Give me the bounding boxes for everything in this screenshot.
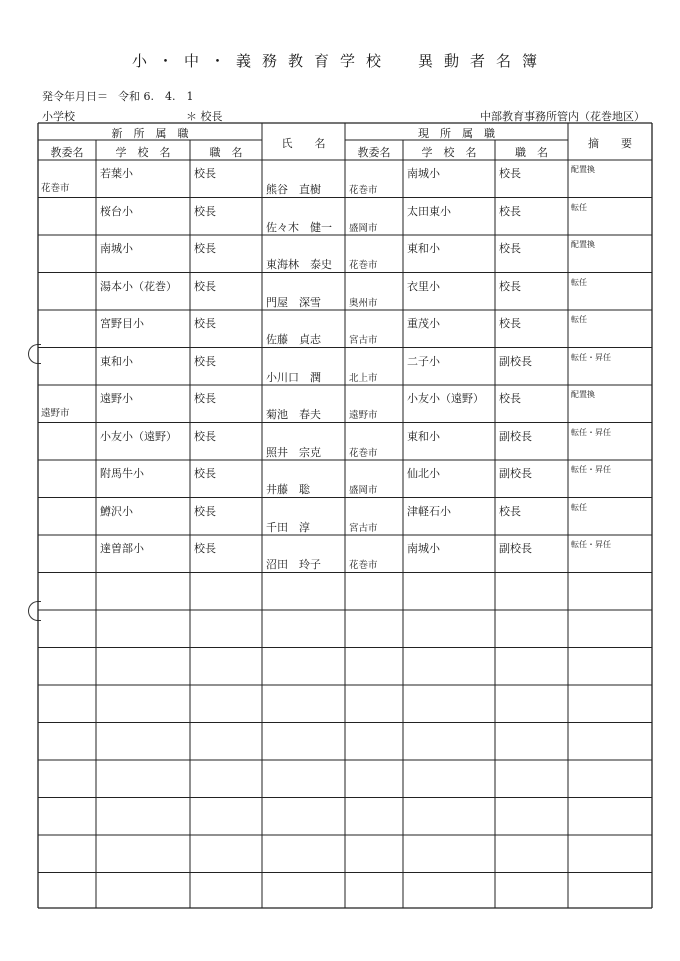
issue-date: 令和 6. 4. 1 [118,90,194,103]
new-position-cell: 校長 [194,317,216,330]
current-position-cell: 副校長 [499,354,532,368]
remarks-cell: 配置換 [571,390,595,399]
current-school-cell: 東和小 [407,242,440,255]
current-board-cell: 奥州市 [349,297,378,309]
current-position-cell: 校長 [499,317,521,330]
current-school-cell: 津軽石小 [407,504,451,518]
new-school-cell: 南城小 [100,242,133,255]
current-board-cell: 盛岡市 [349,485,378,496]
header-current-post: 現 所 属 職 [418,127,495,140]
remarks-cell: 転任・昇任 [571,352,611,362]
document-title: 小・中・義務教育学校 異動者名簿 [131,52,548,70]
new-school-cell: 東和小 [100,354,133,368]
current-school-cell: 二子小 [407,354,440,368]
current-position-cell: 副校長 [499,542,532,555]
name-cell: 菊池 春夫 [266,408,321,421]
current-board-cell: 花巻市 [349,260,378,271]
current-position-cell: 校長 [499,504,521,518]
current-board-cell: 花巻市 [349,560,378,571]
new-school-cell: 小友小（遠野） [100,429,177,443]
current-board-cell: 花巻市 [349,447,378,459]
position-type: ＊ 校長 [186,110,223,123]
current-school-cell: 南城小 [407,167,440,180]
current-school-cell: 東和小 [407,429,440,443]
current-position-cell: 校長 [499,279,521,293]
new-school-cell: 遠野小 [100,392,133,405]
new-position-cell: 校長 [194,242,216,255]
header-new-school: 学 校 名 [115,145,171,159]
new-school-cell: 若葉小 [100,167,133,180]
remarks-cell: 転任 [571,502,587,512]
current-school-cell: 南城小 [407,542,440,555]
header-current-board: 教委名 [357,145,391,159]
current-board-cell: 北上市 [349,372,378,384]
new-school-cell: 達曽部小 [100,542,144,555]
current-board-cell: 盛岡市 [349,222,378,234]
current-school-cell: 重茂小 [407,317,440,330]
current-board-cell: 宮古市 [349,335,378,346]
header-new-post: 新 所 属 職 [111,127,189,140]
new-position-cell: 校長 [194,392,216,405]
new-position-cell: 校長 [194,504,216,518]
new-position-cell: 校長 [194,354,216,368]
current-position-cell: 校長 [499,392,521,405]
remarks-cell: 転任・昇任 [571,540,611,549]
name-cell: 照井 宗克 [266,445,321,459]
name-cell: 佐藤 貞志 [266,333,321,346]
name-cell: 井藤 聡 [266,483,310,496]
current-position-cell: 校長 [499,204,521,218]
remarks-cell: 転任 [571,277,587,287]
office-name: 中部教育事務所管内（花巻地区） [480,110,645,123]
new-position-cell: 校長 [194,429,216,443]
school-type: 小学校 [42,110,75,123]
new-board-cell: 遠野市 [41,408,70,419]
remarks-cell: 転任 [571,315,587,324]
header-name: 氏 名 [281,137,326,150]
current-board-cell: 遠野市 [349,410,378,421]
current-position-cell: 副校長 [499,467,532,480]
remarks-cell: 配置換 [571,240,595,249]
current-board-cell: 花巻市 [349,185,378,196]
remarks-cell: 転任 [571,202,587,212]
name-cell: 熊谷 直樹 [266,183,321,196]
current-school-cell: 仙北小 [407,467,440,480]
header-new-position: 職 名 [209,145,243,159]
new-school-cell: 附馬牛小 [100,467,144,480]
new-position-cell: 校長 [194,467,216,480]
current-school-cell: 太田東小 [407,204,451,218]
name-cell: 沼田 玲子 [266,558,321,571]
new-position-cell: 校長 [194,167,216,180]
new-school-cell: 桜台小 [100,204,133,218]
header-new-board: 教委名 [50,145,84,159]
name-cell: 佐々木 健一 [266,220,332,234]
current-board-cell: 宮古市 [349,522,378,534]
new-position-cell: 校長 [194,279,216,293]
current-position-cell: 校長 [499,242,521,255]
new-school-cell: 宮野目小 [100,317,144,330]
header-current-school: 学 校 名 [421,145,477,159]
current-position-cell: 副校長 [499,429,532,443]
name-cell: 東海林 泰史 [266,258,332,271]
current-school-cell: 小友小（遠野） [407,392,484,405]
remarks-cell: 転任・昇任 [571,427,611,437]
new-position-cell: 校長 [194,542,216,555]
header-current-position: 職 名 [515,145,548,159]
new-board-cell: 花巻市 [41,183,70,194]
current-position-cell: 校長 [499,167,521,180]
name-cell: 門屋 深雪 [266,295,321,309]
name-cell: 千田 淳 [266,520,310,534]
new-school-cell: 鱒沢小 [100,504,133,518]
new-position-cell: 校長 [194,204,216,218]
name-cell: 小川口 潤 [266,370,321,384]
header-remarks: 摘 要 [588,137,632,150]
remarks-cell: 配置換 [571,165,595,174]
current-school-cell: 衣里小 [407,279,440,293]
issue-date-label: 発令年月日＝ [42,90,108,103]
new-school-cell: 湯本小（花巻） [100,279,177,293]
remarks-cell: 転任・昇任 [571,465,611,474]
